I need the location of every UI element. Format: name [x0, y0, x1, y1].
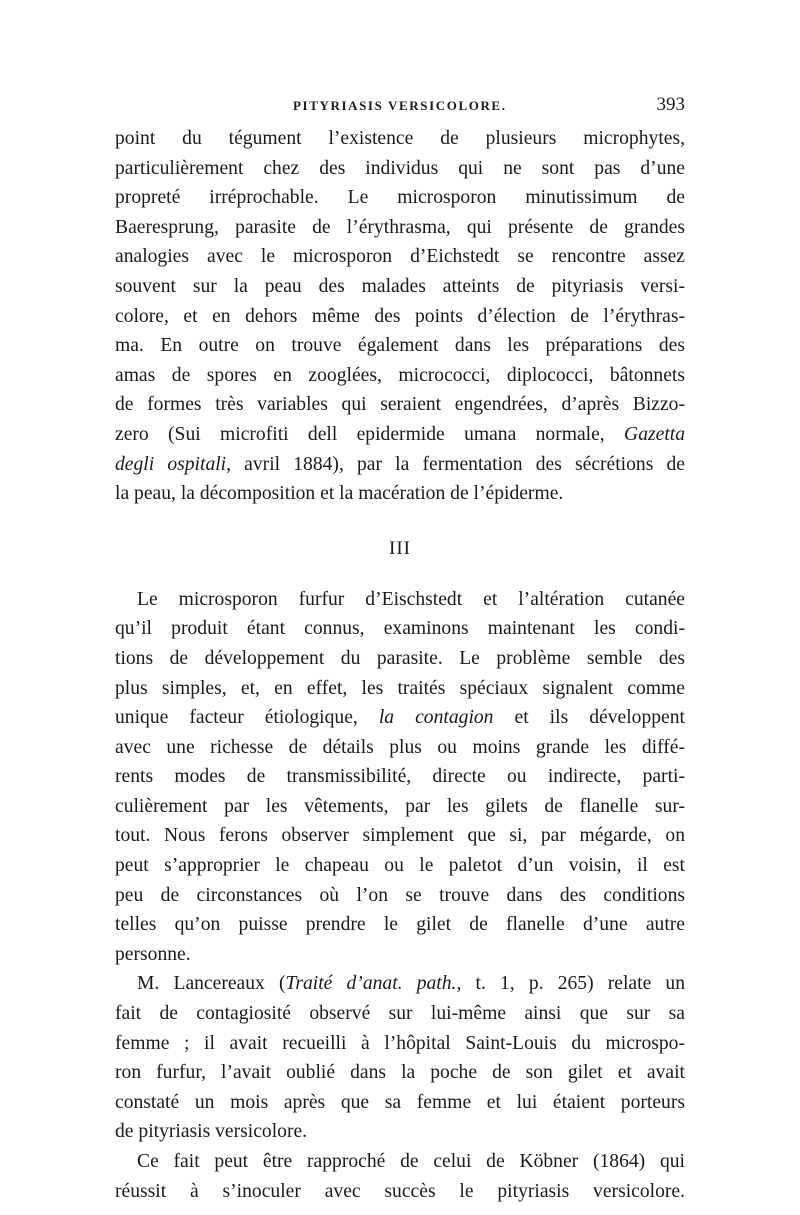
paragraph-2 [115, 585, 685, 970]
text-line [115, 450, 685, 480]
paragraph-3 [115, 969, 685, 1147]
text-line: analogies avec le microsporon d’Eichstedt se rencontre assez [115, 246, 685, 268]
text-fragment: et ils développent [514, 707, 685, 729]
text-line [115, 420, 685, 450]
text-line: ma. En outre on trouve également dans les préparations des [115, 335, 685, 357]
text-line: fait de contagiosité observé sur lui-même ainsi que sur sa [115, 1003, 685, 1025]
running-header [115, 90, 685, 124]
text-line: peut s’approprier le chapeau ou le paletot d’un voisin, il est [115, 855, 685, 877]
text-line: souvent sur la peau des malades atteints de pityriasis versi- [115, 275, 685, 297]
text-line: tout. Nous ferons observer simplement que si, par mégarde, on [115, 825, 685, 847]
text-fragment: , avril 1884), par la fermentation des sécrétions de [226, 453, 685, 475]
text-line: telles qu’on puisse prendre le gilet de flanelle d’une autre [115, 914, 685, 936]
text-line: personne. [115, 943, 191, 965]
book-title-italic: Traité d’anat. path. [285, 973, 457, 995]
journal-title-italic: degli ospitali [115, 453, 227, 475]
text-line: point du tégument l’existence de plusieurs microphytes, [115, 128, 685, 149]
text-line [115, 969, 685, 999]
paragraph-1 [115, 124, 685, 509]
text-line: colore, et en dehors même des points d’élection de l’érythras- [115, 305, 685, 327]
journal-title-italic: Gazetta [624, 423, 685, 445]
text-line: avec une richesse de détails plus ou moins grande les diffé- [115, 736, 685, 758]
text-line: de formes très variables qui seraient engendrées, d’après Bizzo- [115, 394, 685, 416]
book-page [115, 90, 685, 1206]
text-fragment: , t. 1, p. 265) relate un [456, 973, 686, 995]
text-line: peu de circonstances où l’on se trouve dans des conditions [115, 884, 685, 906]
text-line: qu’il produit étant connus, examinons maintenant les condi- [115, 618, 685, 640]
text-line: Baeresprung, parasite de l’érythrasma, qui présente de grandes [115, 216, 685, 238]
text-line: rents modes de transmissibilité, directe ou indirecte, parti- [115, 766, 685, 788]
text-line: culièrement par les vêtements, par les gilets de flanelle sur- [115, 795, 685, 817]
text-line [115, 703, 685, 733]
paragraph-4 [115, 1147, 685, 1206]
text-fragment: M. Lancereaux ( [137, 973, 286, 995]
text-fragment: zero (Sui microfiti dell epidermide umana normale, [115, 423, 605, 445]
text-fragment: unique facteur étiologique, [115, 707, 358, 729]
text-line: propreté irréprochable. Le microsporon minutissimum de [115, 187, 685, 209]
text-line: Ce fait peut être rapproché de celui de Köbner (1864) qui [137, 1151, 685, 1172]
running-title: PITYRIASIS VERSICOLORE. [293, 98, 507, 113]
text-line: tions de développement du parasite. Le problème semble des [115, 647, 685, 669]
text-line: de pityriasis versicolore. [115, 1121, 308, 1143]
text-line: constaté un mois après que sa femme et lui étaient porteurs [115, 1091, 685, 1113]
text-line: plus simples, et, en effet, les traités spéciaux signalent comme [115, 677, 685, 699]
text-line: Le microsporon furfur d’Eischstedt et l’altération cutanée [137, 588, 685, 610]
page-number: 393 [656, 94, 685, 115]
text-line: ron furfur, l’avait oublié dans la poche de son gilet et avait [115, 1062, 685, 1084]
text-line: femme ; il avait recueilli à l’hôpital Saint-Louis du microspo- [115, 1032, 685, 1054]
text-line: la peau, la décomposition et la macération de l’épiderme. [115, 483, 564, 505]
section-heading: III [389, 537, 411, 559]
text-line: réussit à s’inoculer avec succès le pityriasis versicolore. [115, 1180, 685, 1202]
emphasis-italic: la contagion [378, 707, 494, 729]
text-line: amas de spores en zooglées, micrococci, diplococci, bâtonnets [115, 364, 685, 386]
text-line: particulièrement chez des individus qui ne sont pas d’une [115, 157, 685, 179]
